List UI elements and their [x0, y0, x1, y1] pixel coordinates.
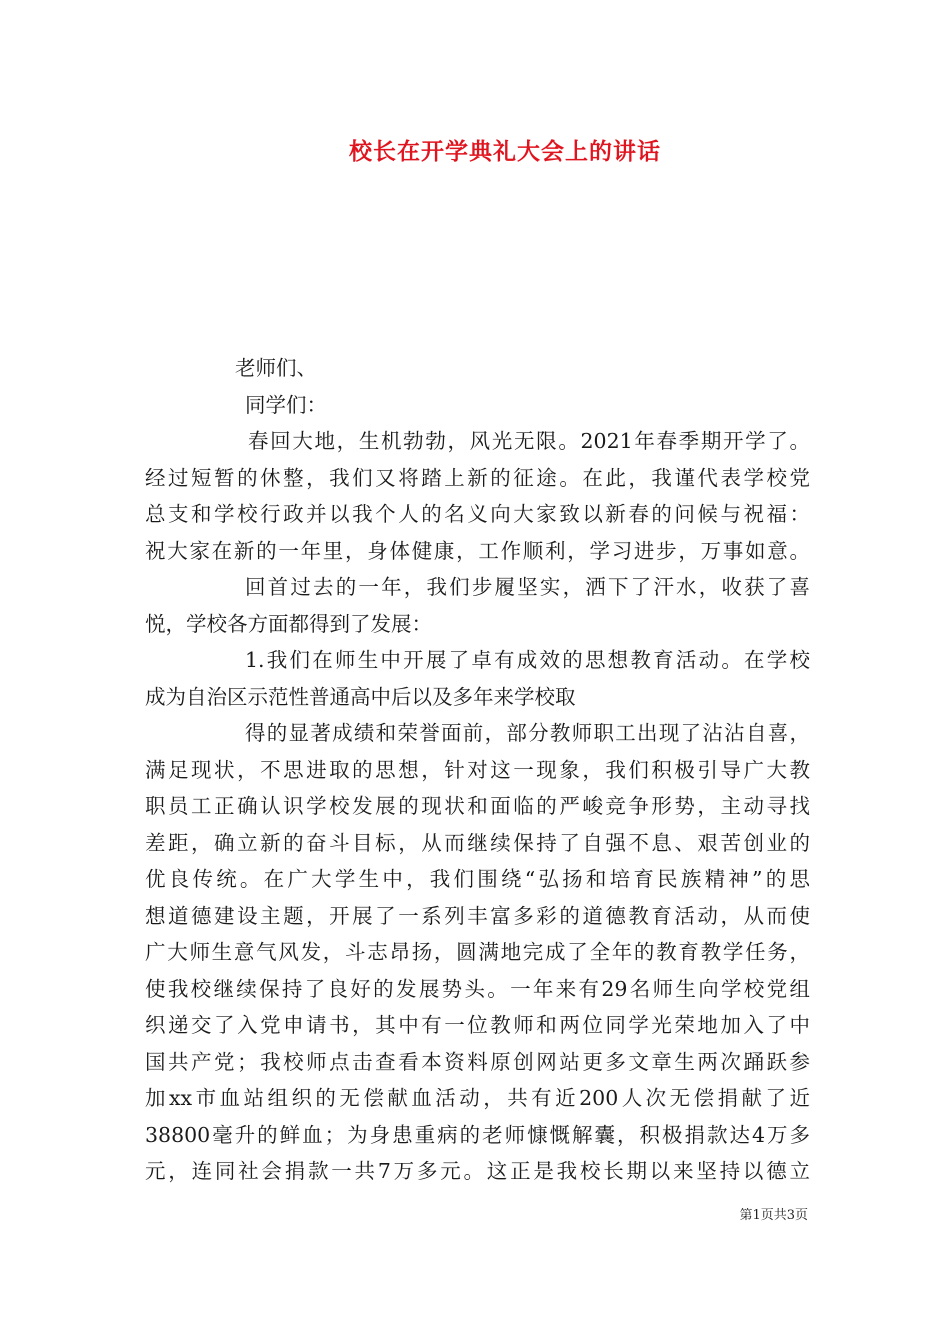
paragraph-line: 38800毫升的鲜血；为身患重病的老师慷慨解囊，积极捐款达4万多 — [145, 1122, 810, 1147]
paragraph-line: 春回大地，生机勃勃，风光无限。2021年春季期开学了。 — [248, 429, 810, 453]
salutation-teachers: 老师们、 — [235, 356, 317, 380]
paragraph-line: 1.我们在师生中开展了卓有成效的思想教育活动。在学校 — [245, 648, 810, 672]
paragraph-line: 得的显著成绩和荣誉面前，部分教师职工出现了沾沾自喜， — [245, 721, 810, 745]
page-footer: 第1页共3页 — [739, 1208, 808, 1223]
paragraph-line: 职员工正确认识学校发展的现状和面临的严峻竞争形势，主动寻找 — [145, 794, 810, 818]
paragraph-line: 回首过去的一年，我们步履坚实，洒下了汗水，收获了喜 — [245, 575, 810, 599]
paragraph-line: 元，连同社会捐款一共7万多元。这正是我校长期以来坚持以德立 — [145, 1159, 810, 1183]
paragraph-line: 广大师生意气风发，斗志昂扬，圆满地完成了全年的教育教学任务， — [145, 940, 810, 964]
paragraph-line: 总支和学校行政并以我个人的名义向大家致以新春的问候与祝福： — [145, 502, 810, 526]
paragraph-line: 差距，确立新的奋斗目标，从而继续保持了自强不息、艰苦创业的 — [145, 830, 810, 855]
paragraph-line: 成为自治区示范性普通高中后以及多年来学校取 — [145, 684, 576, 709]
paragraph-line: 优良传统。在广大学生中，我们围绕“弘扬和培育民族精神”的思 — [145, 867, 810, 891]
paragraph-line: 祝大家在新的一年里，身体健康，工作顺利，学习进步，万事如意。 — [145, 538, 810, 563]
page-title: 校长在开学典礼大会上的讲话 — [349, 138, 661, 165]
paragraph-line: 经过短暂的休整，我们又将踏上新的征途。在此，我谨代表学校党 — [145, 465, 810, 490]
paragraph-line: 国共产党；我校师点击查看本资料原创网站更多文章生两次踊跃参 — [145, 1049, 810, 1074]
paragraph-line: 悦，学校各方面都得到了发展： — [145, 611, 432, 636]
paragraph-line: 想道德建设主题，开展了一系列丰富多彩的道德教育活动，从而使 — [145, 903, 810, 928]
paragraph-line: 满足现状，不思进取的思想，针对这一现象，我们积极引导广大教 — [145, 757, 810, 782]
paragraph-line: 织递交了入党申请书，其中有一位教师和两位同学光荣地加入了中 — [145, 1013, 810, 1037]
paragraph-line: 使我校继续保持了良好的发展势头。一年来有29名师生向学校党组 — [145, 976, 810, 1001]
document-body — [145, 350, 810, 1190]
paragraph-line: 加xx市血站组织的无偿献血活动，共有近200人次无偿捐献了近 — [145, 1086, 810, 1110]
salutation-students: 同学们： — [245, 392, 327, 417]
